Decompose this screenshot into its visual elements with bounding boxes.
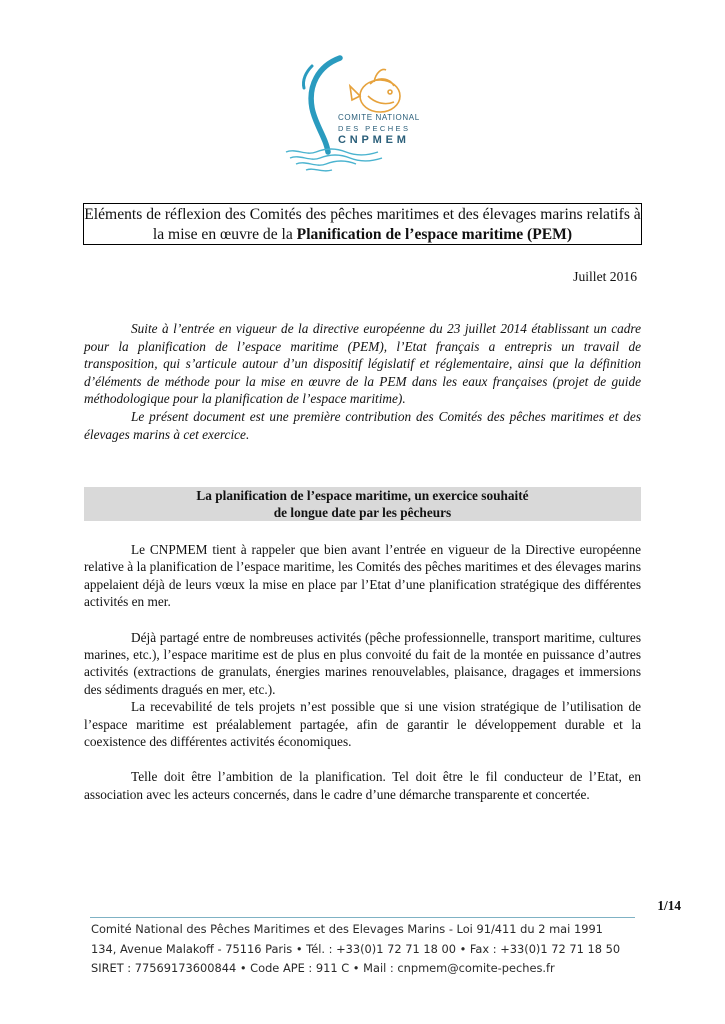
logo-arc xyxy=(311,58,340,152)
section-heading-line-2: de longue date par les pêcheurs xyxy=(273,504,452,520)
logo-line-1: COMITE NATIONAL xyxy=(338,113,420,122)
intro-paragraph-2: Le présent document est une première contribution des Comités des pêches maritimes et des élevages marins à cet exercice. xyxy=(84,408,641,442)
footer-divider xyxy=(90,917,635,918)
document-date: Juillet 2016 xyxy=(573,269,637,284)
logo-text xyxy=(338,114,420,146)
footer-line-1: Comité National des Pêches Maritimes et des Elevages Marins - Loi 91/411 du 2 mai 1991 xyxy=(91,922,603,936)
waves-icon xyxy=(286,149,382,171)
logo-line-3: CNPMEM xyxy=(338,133,410,146)
body-paragraph-2: Déjà partagé entre de nombreuses activités (pêche professionnelle, transport maritime, cultures marines, etc.), l’espace maritime est de plus en plus convoité du fait de la montée en puissance d’autres activités (extractions de granulats, énergies marines renouvelables, plaisance, dragages et immersions des sédiments dragués en mer, etc.). xyxy=(84,629,641,697)
intro-paragraph-1: Suite à l’entrée en vigueur de la directive européenne du 23 juillet 2014 établissant un cadre pour la planification de l’espace maritime (PEM), l’Etat français a entrepris un travail de transposition, qui s’articule autour d’un dispositif législatif et réglementaire, ainsi que la définition d’éléments de méthode pour la mise en œuvre de la PEM dans les eaux françaises (projet de guide méthodologique pour la planification de l’espace maritime). xyxy=(84,321,641,407)
body-paragraph-3: La recevabilité de tels projets n’est possible que si une vision stratégique de l’utilisation de l’espace maritime est préalablement partagée, afin de garantir le développement durable et la coexistence des différentes activités économiques. xyxy=(84,699,641,750)
page-number: 1/14 xyxy=(657,898,681,913)
footer-line-3: SIRET : 77569173600844 • Code APE : 911 C • Mail : cnpmem@comite-peches.fr xyxy=(91,961,555,975)
title-bold: Planification de l’espace maritime (PEM) xyxy=(296,226,573,243)
section-heading-line-1: La planification de l’espace maritime, un exercice souhaité xyxy=(196,488,529,503)
footer-line-2: 134, Avenue Malakoff - 75116 Paris • Tél. : +33(0)1 72 71 18 00 • Fax : +33(0)1 72 71 18 50 xyxy=(91,941,621,956)
section-heading xyxy=(84,487,641,521)
footer xyxy=(91,920,651,979)
document-title xyxy=(83,203,642,245)
logo-line-2: DES PECHES xyxy=(338,124,411,133)
body-paragraph-1: Le CNPMEM tient à rappeler que bien avant l’entrée en vigueur de la Directive européenne relative à la planification de l’espace maritime, les Comités des pêches maritimes et des élevages marins appelaient déjà de leurs vœux la mise en place par l’Etat d’une planification stratégique des différentes activités en mer. xyxy=(84,542,641,610)
title-part-1: Eléments de réflexion des Comités des pêches maritimes et des élevages marins relatifs à la mise en œuvre de la xyxy=(84,206,641,243)
fish-icon xyxy=(350,70,400,113)
body-section xyxy=(84,541,641,803)
body-paragraph-4: Telle doit être l’ambition de la planification. Tel doit être le fil conducteur de l’Etat, en association avec les acteurs concernés, dans le cadre d’une démarche transparente et concertée. xyxy=(84,769,641,802)
intro-section xyxy=(84,320,641,443)
